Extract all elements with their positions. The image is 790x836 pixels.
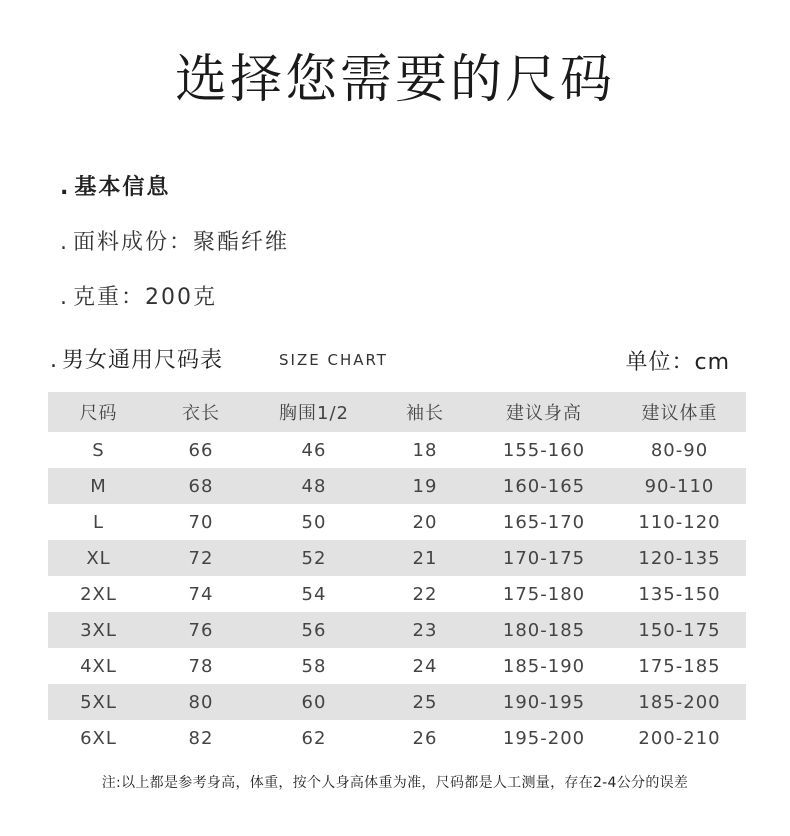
cell-size: M — [48, 468, 149, 504]
cell-sleeve: 21 — [375, 540, 475, 576]
cell-height: 160-165 — [475, 468, 613, 504]
cell-height: 190-195 — [475, 684, 613, 720]
header-weight: 建议体重 — [613, 392, 746, 432]
cell-size: 4XL — [80, 655, 117, 677]
cell-weight: 135-150 — [638, 583, 721, 605]
cell-height: 175-180 — [502, 583, 586, 605]
table-row — [48, 612, 746, 648]
cell-height: 180-185 — [475, 612, 613, 648]
cell-length: 74 — [188, 583, 214, 605]
table-row — [48, 468, 746, 504]
cell-size: L — [92, 511, 105, 533]
cell-size: S — [92, 439, 105, 461]
cell-half-chest: 50 — [301, 511, 327, 533]
bullet-dot: . — [60, 285, 69, 310]
cell-height: 185-190 — [502, 655, 586, 677]
cell-height: 170-175 — [475, 540, 613, 576]
cell-sleeve: 18 — [412, 439, 438, 461]
cell-sleeve: 22 — [412, 583, 438, 605]
cell-weight: 200-210 — [638, 727, 721, 749]
cell-half-chest: 52 — [253, 540, 375, 576]
cell-length: 80 — [149, 684, 253, 720]
cell-size: 6XL — [80, 727, 117, 749]
cell-weight: 80-90 — [650, 439, 709, 461]
cell-sleeve: 25 — [375, 684, 475, 720]
table-row — [48, 576, 746, 612]
cell-weight: 90-110 — [613, 468, 746, 504]
header-sleeve: 袖长 — [375, 392, 475, 432]
table-row — [48, 720, 746, 756]
cell-size: 5XL — [48, 684, 149, 720]
cell-weight: 110-120 — [638, 511, 721, 533]
table-header-row — [48, 392, 746, 432]
weight-label: 克重： — [73, 285, 146, 310]
bullet-dot: . — [60, 230, 69, 255]
size-chart-heading — [50, 343, 223, 374]
cell-length: 70 — [188, 511, 214, 533]
cell-length: 66 — [188, 439, 214, 461]
cell-half-chest: 48 — [253, 468, 375, 504]
cell-weight: 150-175 — [613, 612, 746, 648]
size-chart-heading-text: 男女通用尺码表 — [62, 348, 224, 373]
cell-length: 82 — [188, 727, 214, 749]
table-row — [48, 540, 746, 576]
size-chart-subheading: SIZE CHART — [279, 351, 388, 369]
cell-height: 195-200 — [502, 727, 586, 749]
header-size: 尺码 — [48, 392, 149, 432]
cell-sleeve: 20 — [412, 511, 438, 533]
cell-length: 78 — [188, 655, 214, 677]
cell-sleeve: 23 — [375, 612, 475, 648]
fabric-label: 面料成份： — [73, 230, 194, 255]
cell-length: 72 — [149, 540, 253, 576]
table-row — [48, 684, 746, 720]
cell-weight: 120-135 — [613, 540, 746, 576]
measurement-note: 注:以上都是参考身高，体重，按个人身高体重为准，尺码都是人工测量，存在2-4公分的误差 — [101, 775, 689, 791]
basic-info-heading-text: 基本信息 — [74, 175, 171, 200]
cell-half-chest: 58 — [301, 655, 327, 677]
size-table — [48, 392, 746, 756]
cell-size: 3XL — [48, 612, 149, 648]
cell-size: XL — [48, 540, 149, 576]
header-height: 建议身高 — [475, 392, 613, 432]
cell-half-chest: 56 — [253, 612, 375, 648]
cell-length: 76 — [149, 612, 253, 648]
cell-height: 165-170 — [502, 511, 586, 533]
header-length: 衣长 — [149, 392, 253, 432]
cell-weight: 175-185 — [638, 655, 721, 677]
table-row — [48, 648, 746, 684]
page-title: 选择您需要的尺码 — [174, 50, 615, 110]
cell-weight: 185-200 — [613, 684, 746, 720]
cell-sleeve: 26 — [412, 727, 438, 749]
weight-info — [60, 280, 217, 311]
bullet-dot: . — [50, 348, 58, 373]
header-half-chest: 胸围1/2 — [253, 392, 375, 432]
cell-half-chest: 54 — [301, 583, 327, 605]
cell-sleeve: 19 — [375, 468, 475, 504]
cell-height: 155-160 — [502, 439, 586, 461]
cell-half-chest: 46 — [301, 439, 327, 461]
cell-sleeve: 24 — [412, 655, 438, 677]
table-row — [48, 504, 746, 540]
cell-length: 68 — [149, 468, 253, 504]
table-row — [48, 432, 746, 468]
bullet-dot: . — [60, 175, 71, 200]
cell-size: 2XL — [80, 583, 117, 605]
cell-half-chest: 62 — [301, 727, 327, 749]
fabric-info — [60, 225, 289, 256]
weight-value: 200克 — [145, 285, 218, 310]
basic-info-heading — [60, 170, 170, 201]
cell-half-chest: 60 — [253, 684, 375, 720]
unit-label: 单位：cm — [625, 350, 730, 375]
fabric-value: 聚酯纤维 — [193, 230, 290, 255]
